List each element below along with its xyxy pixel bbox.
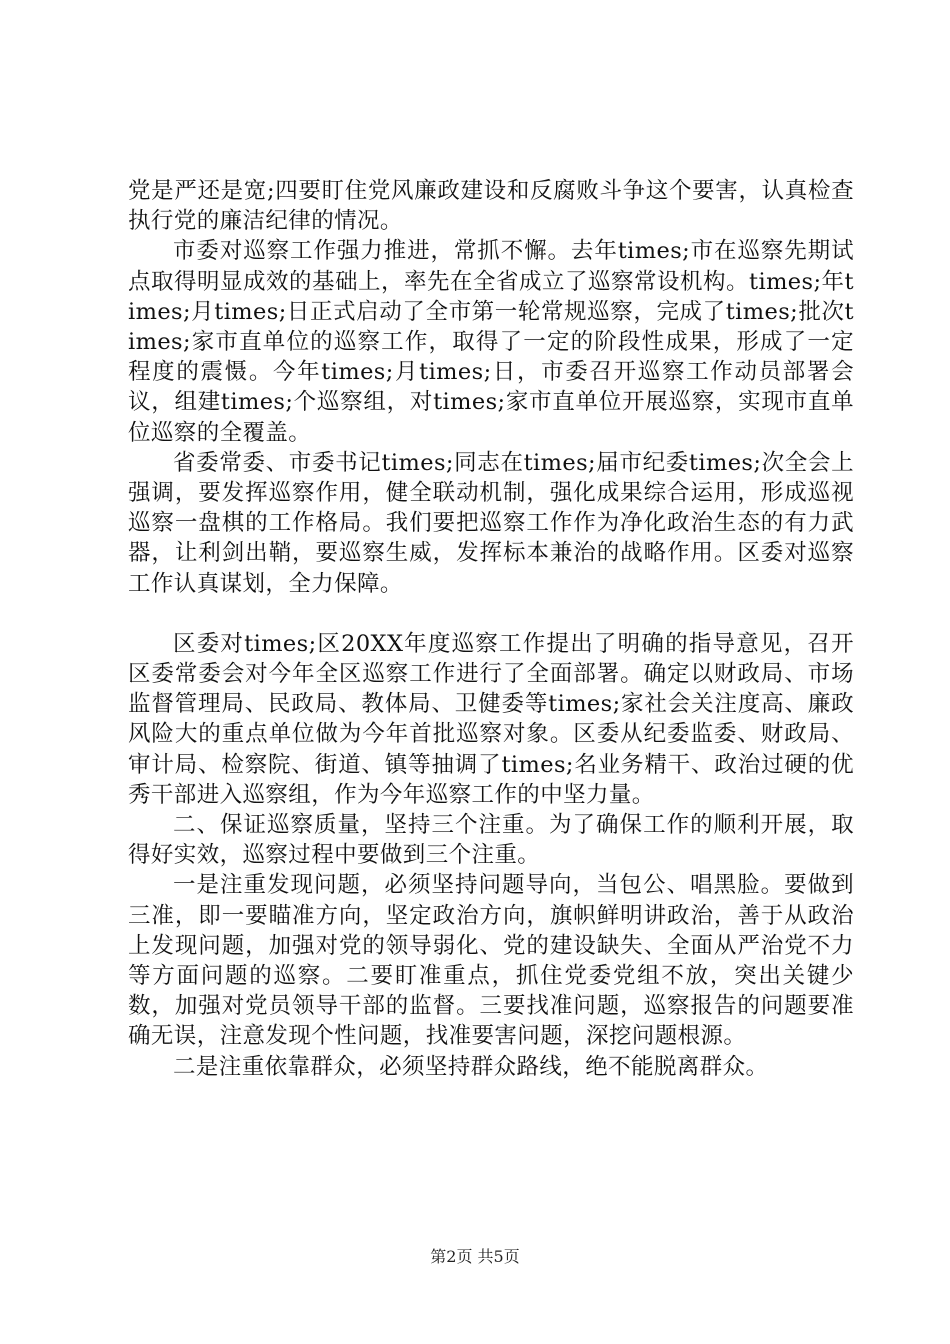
paragraph-3: 省委常委、市委书记times;同志在times;届市纪委times;次全会上强调，要发挥巡察作用，健全联动机制，强化成果综合运用，形成巡视巡察一盘棋的工作格局。我们要把巡察工作作为净化政治生态的有力武器，让利剑出鞘，要巡察生威，发挥标本兼治的战略作用。区委对巡察工作认真谋划，全力保障。 xyxy=(128,449,854,597)
paragraph-2: 市委对巡察工作强力推进，常抓不懈。去年times;市在巡察先期试点取得明显成效的基础上，率先在全省成立了巡察常设机构。times;年times;月times;日正式启动了全市第一轮常规巡察，完成了times;批次times;家市直单位的巡察工作，取得了一定的阶段性成果，形成了一定程度的震慑。今年times;月times;日，市委召开巡察工作动员部署会议，组建times;个巡察组，对times;家市直单位开展巡察，实现市直单位巡察的全覆盖。 xyxy=(128,238,854,446)
paragraph-1: 党是严还是宽;四要盯住党风廉政建设和反腐败斗争这个要害，认真检查执行党的廉洁纪律的情况。 xyxy=(128,178,854,235)
paragraph-7: 二是注重依靠群众，必须坚持群众路线，绝不能脱离群众。 xyxy=(173,1053,769,1080)
paragraph-6: 一是注重发现问题，必须坚持问题导向，当包公、唱黑脸。要做到三准，即一要瞄准方向，坚定政治方向，旗帜鲜明讲政治，善于从政治上发现问题，加强对党的领导弱化、党的建设缺失、全面从严治党不力等方面问题的巡察。二要盯准重点，抓住党委党组不放，突出关键少数，加强对党员领导干部的监督。三要找准问题，巡察报告的问题要准确无误，注意发现个性问题，找准要害问题，深挖问题根源。 xyxy=(128,872,854,1050)
page-footer: 第2页 共5页 xyxy=(430,1247,520,1266)
paragraph-5: 二、保证巡察质量，坚持三个注重。为了确保工作的顺利开展，取得好实效，巡察过程中要做到三个注重。 xyxy=(128,812,854,869)
document-body xyxy=(128,176,854,1082)
paragraph-4: 区委对times;区20XX年度巡察工作提出了明确的指导意见，召开区委常委会对今年全区巡察工作进行了全面部署。确定以财政局、市场监督管理局、民政局、教体局、卫健委等times;家社会关注度高、廉政风险大的重点单位做为今年首批巡察对象。区委从纪委监委、财政局、审计局、检察院、街道、镇等抽调了times;名业务精干、政治过硬的优秀干部进入巡察组，作为今年巡察工作的中坚力量。 xyxy=(128,630,854,808)
